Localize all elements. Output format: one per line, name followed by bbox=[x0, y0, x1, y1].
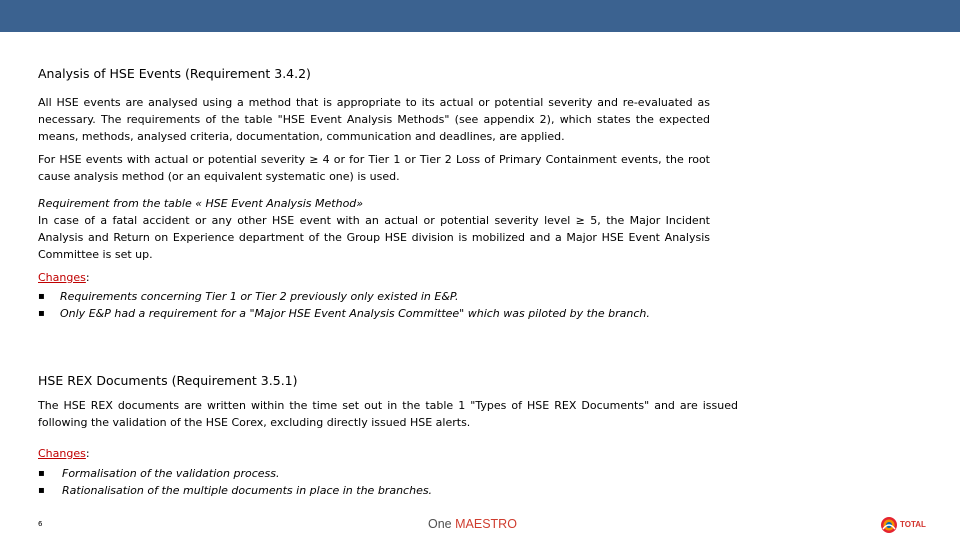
changes-label bbox=[38, 269, 710, 286]
changes-colon: : bbox=[85, 271, 90, 284]
footer-brand-name: MAESTRO bbox=[455, 517, 517, 531]
list-item bbox=[38, 482, 738, 499]
paragraph: The HSE REX documents are written within the time set out in the table 1 "Types of HSE REX Documents" and are issued following the validation of the HSE Corex, excluding directly issued HSE alerts. bbox=[38, 399, 738, 429]
list-item-text: Rationalisation of the multiple documents in place in the branches. bbox=[62, 484, 433, 497]
changes-colon: : bbox=[85, 447, 90, 460]
changes-list bbox=[38, 465, 738, 499]
bullet-icon: ▪ bbox=[38, 291, 45, 302]
list-item-text: Formalisation of the validation process. bbox=[62, 467, 280, 480]
changes-label-text: Changes bbox=[38, 271, 86, 284]
list-item bbox=[38, 305, 710, 322]
spacer bbox=[38, 185, 710, 191]
logo-text: TOTAL bbox=[900, 520, 926, 529]
section-title: HSE REX Documents (Requirement 3.5.1) bbox=[38, 373, 298, 388]
list-item-text: Only E&P had a requirement for a "Major HSE Event Analysis Committee" which was piloted by the branch. bbox=[60, 307, 650, 320]
spacer bbox=[38, 431, 738, 445]
paragraph: All HSE events are analysed using a method that is appropriate to its actual or potential severity and re-evaluated as necessary. The requirements of the table "HSE Event Analysis Methods" (see appendix 2), which states the expected means, methods, analysed criteria, documentation, communication and deadlines, are applied. bbox=[38, 96, 710, 143]
footer-brand bbox=[428, 517, 517, 531]
bullet-icon: ▪ bbox=[38, 468, 45, 479]
section-hse-rex-documents bbox=[38, 373, 738, 499]
footer-brand-prefix: One bbox=[428, 517, 456, 531]
paragraph: For HSE events with actual or potential severity ≥ 4 or for Tier 1 or Tier 2 Loss of Primary Containment events, the root cause analysis method (or an equivalent systematic one) is used. bbox=[38, 153, 710, 183]
changes-label bbox=[38, 445, 738, 462]
bullet-icon: ▪ bbox=[38, 308, 45, 319]
list-item bbox=[38, 288, 710, 305]
list-item bbox=[38, 465, 738, 482]
section-title: Analysis of HSE Events (Requirement 3.4.2) bbox=[38, 66, 311, 81]
requirement-text: In case of a fatal accident or any other HSE event with an actual or potential severity level ≥ 5, the Major Incident Analysis and Return on Experience department of the Group HSE division is mobilized and a Major HSE Event Analysis Committee is set up. bbox=[38, 214, 710, 261]
requirement-heading: Requirement from the table « HSE Event Analysis Method» bbox=[38, 197, 364, 210]
changes-list bbox=[38, 288, 710, 322]
section-hse-event-analysis bbox=[38, 66, 710, 322]
list-item-text: Requirements concerning Tier 1 or Tier 2 previously only existed in E&P. bbox=[60, 290, 459, 303]
bullet-icon: ▪ bbox=[38, 485, 45, 496]
changes-label-text: Changes bbox=[38, 447, 86, 460]
top-banner bbox=[0, 0, 960, 32]
page-number: 6 bbox=[38, 520, 43, 528]
